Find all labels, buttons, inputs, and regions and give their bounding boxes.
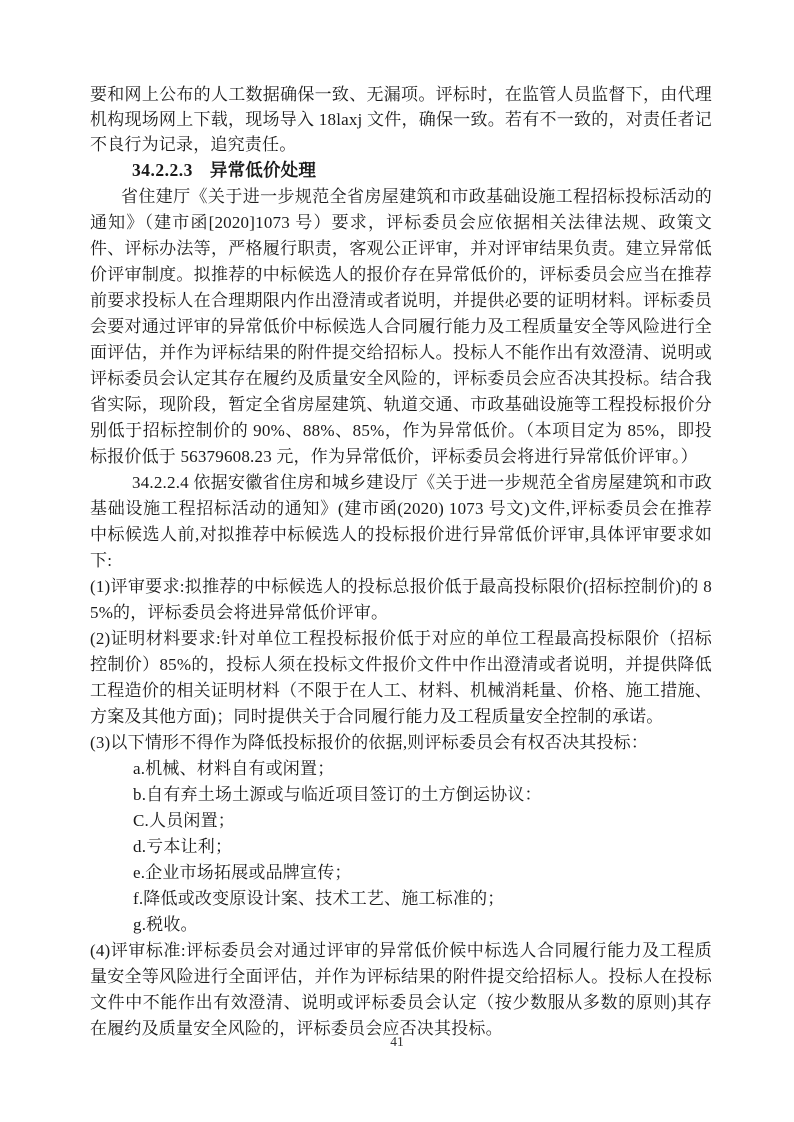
list-item: f.降低或改变原设计案、技术工艺、施工标准的； bbox=[133, 889, 505, 908]
list-item: e.企业市场拓展或品牌宣传； bbox=[133, 863, 352, 882]
list-item: C.人员闲置； bbox=[133, 811, 235, 830]
list-item: g.税收。 bbox=[133, 915, 198, 934]
section-heading bbox=[90, 157, 712, 184]
paragraph: (1)评审要求:拟推荐的中标候选人的投标总报价低于最高投标限价(招标控制价)的 85%的，评标委员会将进异常低价评审。 bbox=[90, 577, 712, 622]
paragraph: 要和网上公布的人工数据确保一致、无漏项。评标时，在监管人员监督下，由代理机构现场网上下载，现场导入 18laxj 文件，确保一致。若有不一致的，对责任者记不良行为记录，追究责任。 bbox=[90, 85, 712, 154]
paragraph: (4)评审标准:评标委员会对通过评审的异常低价候中标选人合同履行能力及工程质量安全等风险进行全面评估，并作为评标结果的附件提交给招标人。投标人在投标文件中不能作出有效澄清、说明或评标委员会认定（按少数服从多数的原则)其存在履约及质量安全风险的，评标委员会应否决其投标。 bbox=[90, 941, 712, 1038]
heading-number: 34.2.2.3 bbox=[132, 160, 193, 180]
heading-title: 异常低价处理 bbox=[209, 160, 317, 180]
list-item: b.自有弃土场土源或与临近项目签订的土方倒运协议： bbox=[133, 785, 542, 804]
page-number: 41 bbox=[390, 1034, 404, 1049]
paragraph: (2)证明材料要求:针对单位工程投标报价低于对应的单位工程最高投标限价（招标控制价）85%的，投标人须在投标文件报价文件中作出澄清或者说明，并提供降低工程造价的相关证明材料（不限于在人工、材料、机械消耗量、价格、施工措施、方案及其他方面)；同时提供关于合同履行能力及工程质量安全控制的承诺。 bbox=[90, 629, 712, 726]
list-item: d.亏本让利； bbox=[133, 837, 233, 856]
document-body bbox=[90, 82, 712, 1042]
list-item: a.机械、材料自有或闲置； bbox=[133, 759, 335, 778]
paragraph: 34.2.2.4 依据安徽省住房和城乡建设厅《关于进一步规范全省房屋建筑和市政基础设施工程招标活动的通知》(建市函(2020) 1073 号文)文件,评标委员会在推荐中标候选人前,对拟推荐中标候选人的投标报价进行异常低价评审,具体评审要求如下: bbox=[90, 473, 712, 570]
paragraph: (3)以下情形不得作为降低投标报价的依据,则评标委员会有权否决其投标： bbox=[90, 733, 649, 752]
paragraph: 省住建厅《关于进一步规范全省房屋建筑和市政基础设施工程招标投标活动的通知》（建市函[2020]1073 号）要求，评标委员会应依据相关法律法规、政策文件、评标办法等，严格履行职责，客观公正评审，并对评审结果负责。建立异常低价评审制度。拟推荐的中标候选人的报价存在异常低价的，评标委员会应当在推荐前要求投标人在合理期限内作出澄清或者说明，并提供必要的证明材料。评标委员会要对通过评审的异常低价中标候选人合同履行能力及工程质量安全等风险进行全面评估，并作为评标结果的附件提交给招标人。投标人不能作出有效澄清、说明或评标委员会认定其存在履约及质量安全风险的，评标委员会应否决其投标。结合我省实际，现阶段，暂定全省房屋建筑、轨道交通、市政基础设施等工程投标报价分别低于招标控制价的 90%、88%、85%，作为异常低价。（本项目定为 85%，即投标报价低于 56379608.23 元，作为异常低价，评标委员会将进行异常低价评审。） bbox=[90, 187, 712, 466]
